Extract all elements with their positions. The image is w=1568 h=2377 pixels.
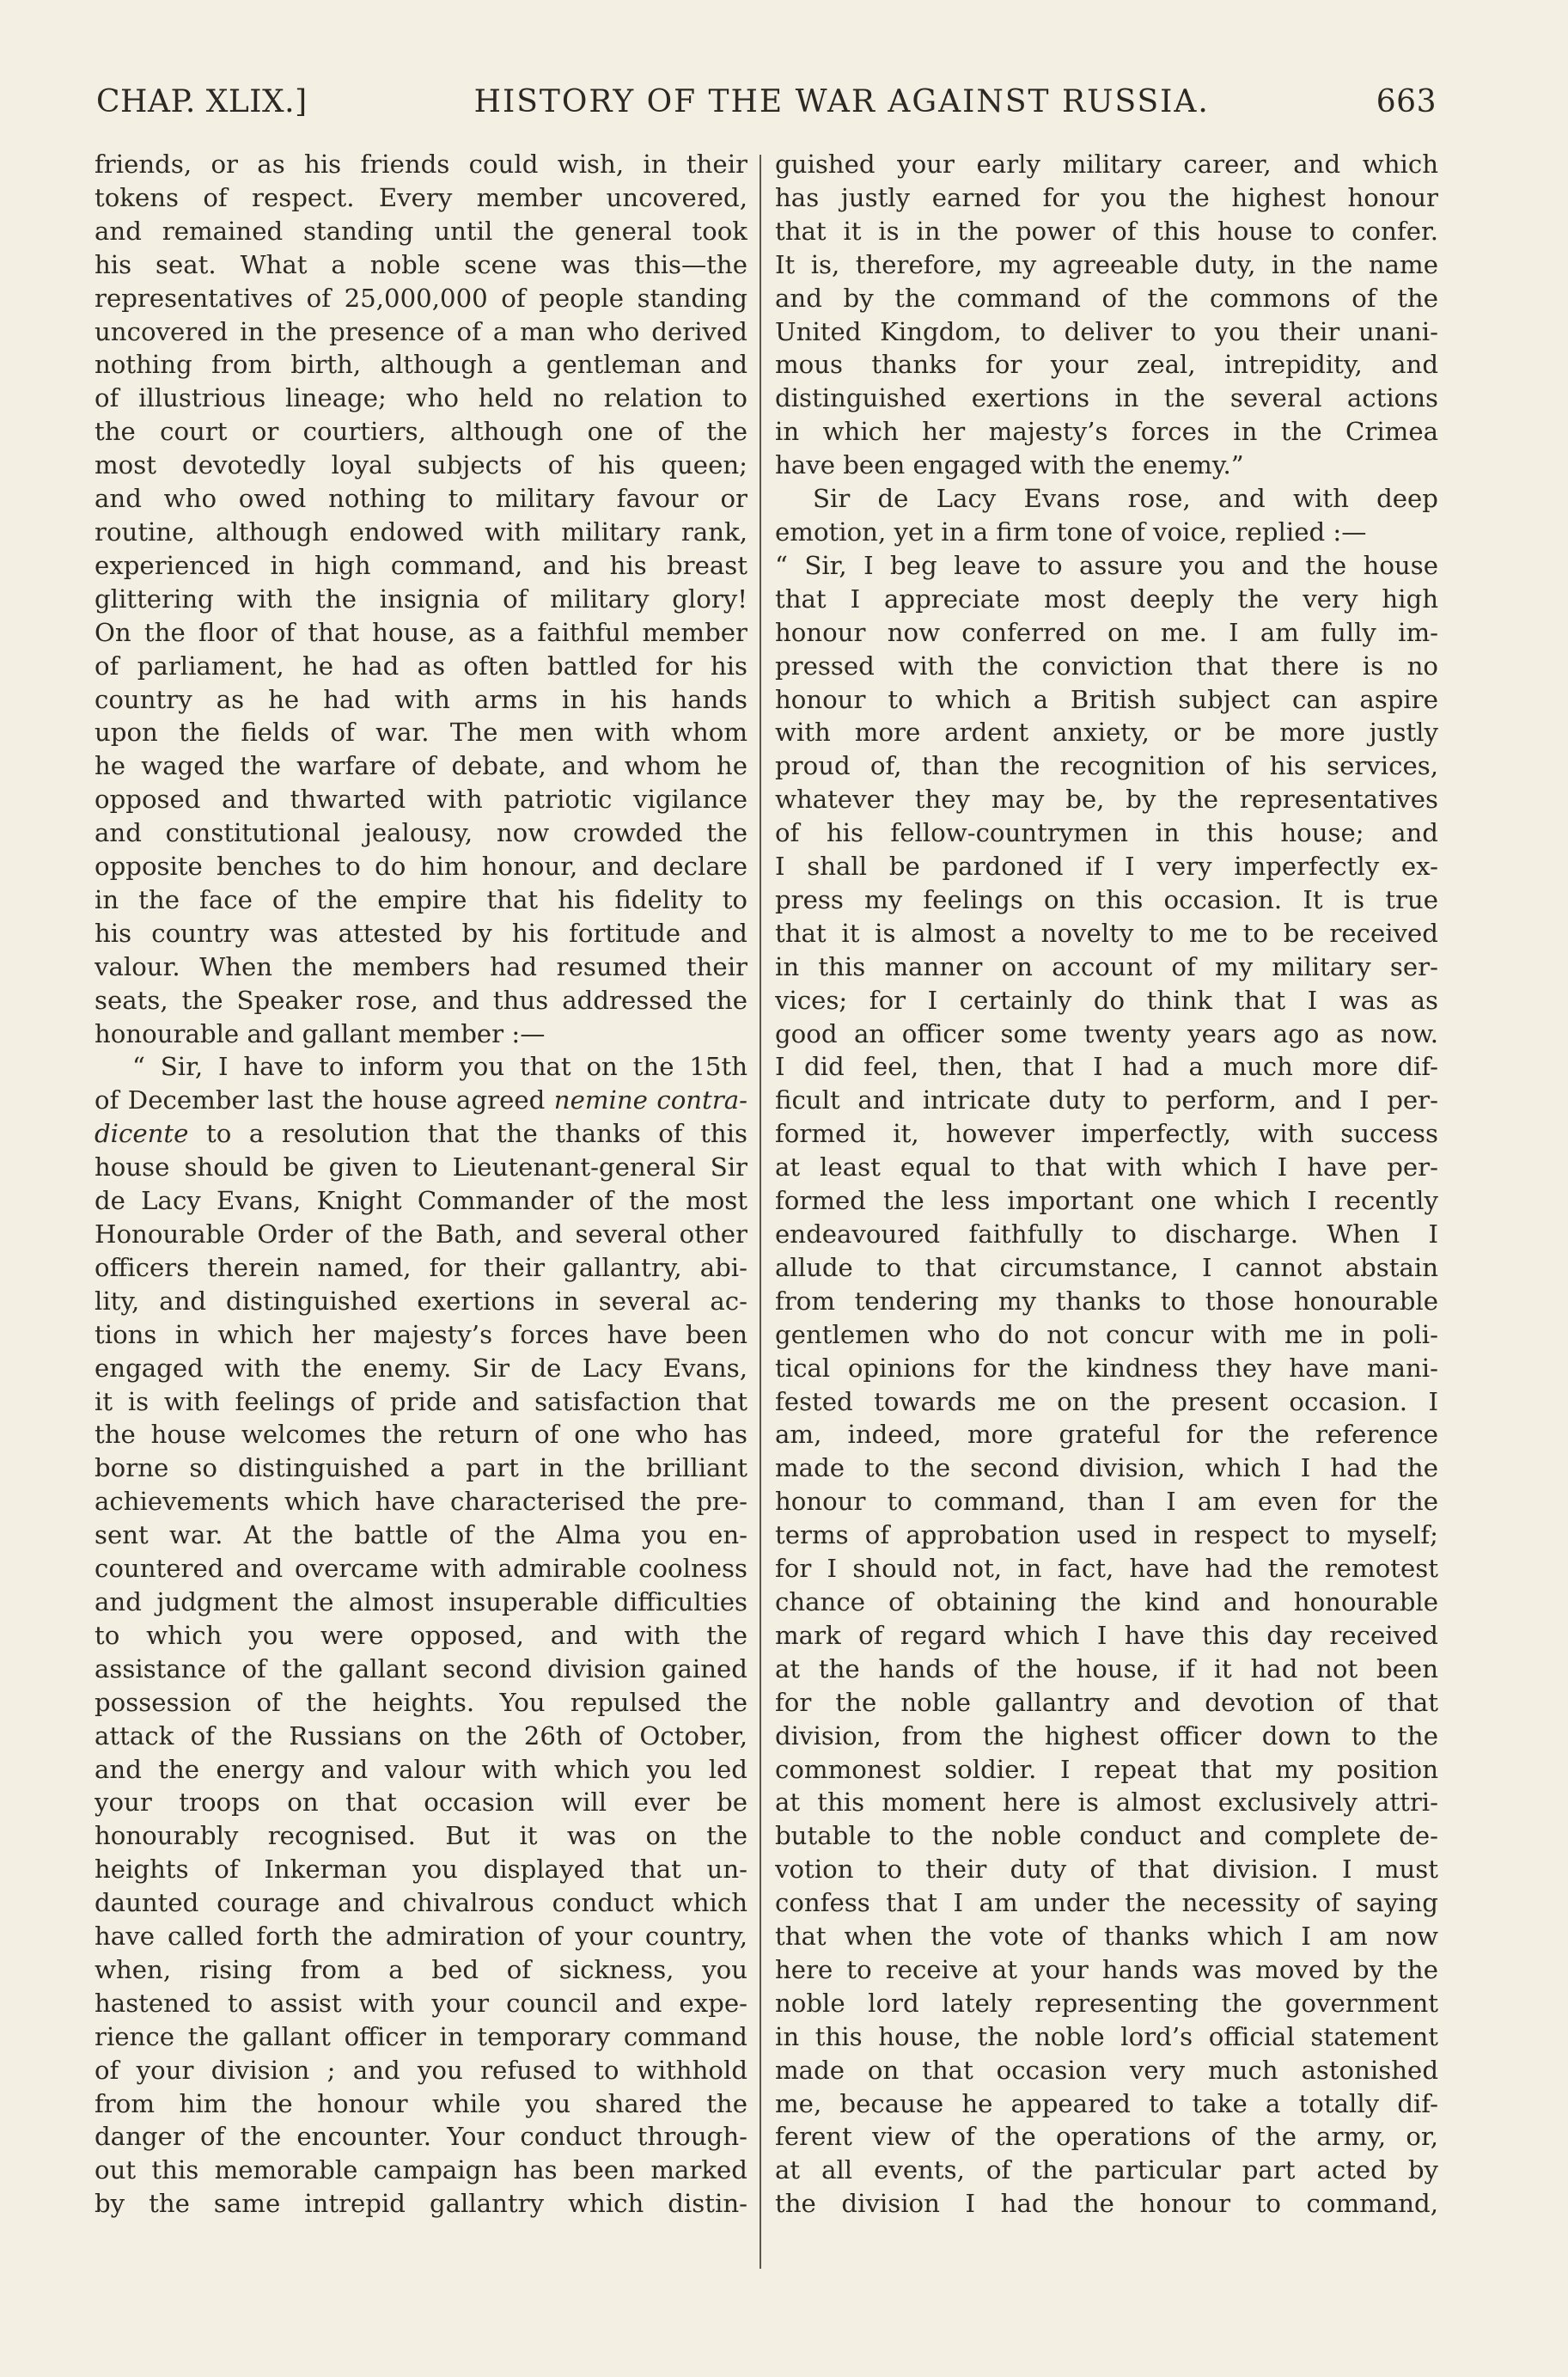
- line-text: hastened to assist with your council and expe-: [95, 1988, 747, 2018]
- text-line: [775, 315, 1438, 349]
- text-line: [95, 1184, 747, 1218]
- line-text: achievements which have characterised the pre-: [95, 1487, 747, 1517]
- line-text: has justly earned for you the highest honour: [775, 182, 1438, 212]
- text-line: [775, 516, 1438, 549]
- line-text: country as he had with arms in his hands: [95, 684, 747, 714]
- text-line: [775, 1050, 1438, 1084]
- text-line: [95, 917, 747, 950]
- line-text: that when the vote of thanks which I am now: [775, 1922, 1438, 1952]
- line-text: the court or courtiers, although one of the: [95, 417, 747, 447]
- line-text: daunted courage and chivalrous conduct which: [95, 1888, 747, 1918]
- text-line: [95, 1084, 747, 1117]
- text-line: [95, 1720, 747, 1753]
- text-line: [775, 482, 1438, 516]
- line-text: have called forth the admiration of your country,: [95, 1922, 747, 1952]
- text-line: [95, 1518, 747, 1552]
- line-text: whatever they may be, by the representatives: [775, 785, 1438, 815]
- line-text: sent war. At the battle of the Alma you en-: [95, 1520, 747, 1550]
- text-line: [95, 783, 747, 816]
- line-text: ficult and intricate duty to perform, and I per-: [775, 1085, 1438, 1115]
- line-text: United Kingdom, to deliver to you their unani-: [775, 316, 1438, 346]
- text-line: [95, 382, 747, 415]
- text-line: [775, 1151, 1438, 1184]
- line-text: and judgment the almost insuperable difficulties: [95, 1586, 747, 1616]
- text-line: [95, 1050, 747, 1084]
- line-text: to which you were opposed, and with the: [95, 1620, 747, 1650]
- line-text: of his fellow-countrymen in this house; and: [775, 818, 1438, 848]
- text-line: [95, 650, 747, 683]
- line-text: to a resolution that the thanks of this: [188, 1119, 747, 1149]
- text-line: [775, 2087, 1438, 2121]
- line-text: emotion, yet in a firm tone of voice, replied :—: [775, 516, 1367, 547]
- line-text: in the face of the empire that his fidelity to: [95, 884, 747, 914]
- line-text: made on that occasion very much astonished: [775, 2055, 1438, 2085]
- line-text: and constitutional jealousy, now crowded the: [95, 818, 747, 848]
- line-text: good an officer some twenty years ago as now.: [775, 1018, 1438, 1048]
- line-text: It is, therefore, my agreeable duty, in the name: [775, 249, 1438, 279]
- line-text: fested towards me on the present occasion. I: [775, 1386, 1438, 1416]
- text-line: [775, 749, 1438, 783]
- text-line: [775, 1117, 1438, 1151]
- line-text: by the same intrepid gallantry which distin-: [95, 2189, 747, 2219]
- line-text: honourably recognised. But it was on the: [95, 1821, 747, 1851]
- line-text: officers therein named, for their gallantry, abi-: [95, 1252, 747, 1282]
- text-line: [775, 1218, 1438, 1251]
- text-line: [95, 1485, 747, 1518]
- text-line: [95, 1552, 747, 1586]
- line-text: ferent view of the operations of the army, or,: [775, 2122, 1438, 2152]
- text-line: [95, 2087, 747, 2121]
- line-text: in which her majesty’s forces in the Crimea: [775, 417, 1438, 447]
- line-text: that I appreciate most deeply the very high: [775, 584, 1438, 614]
- running-title: HISTORY OF THE WAR AGAINST RUSSIA.: [473, 84, 1210, 119]
- text-line: [775, 2020, 1438, 2054]
- italic-phrase: nemine contra-: [553, 1085, 747, 1115]
- text-line: [95, 1418, 747, 1451]
- chapter-label: CHAP. XLIX.]: [96, 84, 308, 119]
- line-text: “ Sir, I have to inform you that on the 15th: [132, 1052, 747, 1082]
- text-line: [775, 883, 1438, 917]
- text-columns: [95, 148, 1439, 2245]
- line-text: from him the honour while you shared the: [95, 2088, 747, 2118]
- text-line: [775, 2120, 1438, 2154]
- text-line: [775, 1853, 1438, 1886]
- text-line: [775, 1418, 1438, 1451]
- text-line: [775, 1184, 1438, 1218]
- line-text: valour. When the members had resumed their: [95, 951, 747, 981]
- text-line: [95, 1786, 747, 1819]
- line-text: at this moment here is almost exclusively attri-: [775, 1787, 1438, 1818]
- line-text: house should be given to Lieutenant-general Sir: [95, 1152, 747, 1182]
- line-text: with more ardent anxiety, or be more justly: [775, 718, 1438, 748]
- text-line: [95, 1619, 747, 1653]
- line-text: formed the less important one which I recently: [775, 1186, 1438, 1216]
- text-line: [95, 1117, 747, 1151]
- line-text: his country was attested by his fortitude and: [95, 918, 747, 948]
- line-text: uncovered in the presence of a man who derived: [95, 316, 747, 346]
- line-text: friends, or as his friends could wish, in their: [95, 150, 747, 179]
- line-text: me, because he appeared to take a totally dif-: [775, 2088, 1438, 2118]
- line-text: assistance of the gallant second division gained: [95, 1653, 747, 1683]
- line-text: seats, the Speaker rose, and thus addressed the: [95, 985, 747, 1015]
- line-text: opposite benches to do him honour, and declare: [95, 852, 747, 882]
- page-number: 663: [1376, 84, 1437, 119]
- text-line: [775, 2154, 1438, 2187]
- line-text: “ Sir, I beg leave to assure you and the house: [775, 550, 1438, 580]
- line-text: votion to their duty of that division. I must: [775, 1855, 1438, 1885]
- line-text: chance of obtaining the kind and honourable: [775, 1586, 1438, 1616]
- line-text: mark of regard which I have this day received: [775, 1620, 1438, 1650]
- line-text: from tendering my thanks to those honourable: [775, 1286, 1438, 1316]
- line-text: noble lord lately representing the government: [775, 1988, 1438, 2018]
- text-line: [95, 482, 747, 516]
- line-text: when, rising from a bed of sickness, you: [95, 1954, 747, 1984]
- text-line: [775, 148, 1438, 181]
- line-text: of parliament, he had as often battled for his: [95, 651, 747, 681]
- line-text: your troops on that occasion will ever be: [95, 1787, 747, 1818]
- text-line: [775, 1485, 1438, 1518]
- line-text: Sir de Lacy Evans rose, and with deep: [813, 484, 1438, 514]
- line-text: the division I had the honour to command,: [775, 2189, 1438, 2219]
- text-line: [775, 1653, 1438, 1686]
- line-text: borne so distinguished a part in the brilliant: [95, 1453, 747, 1483]
- right-column: [775, 148, 1438, 2221]
- line-text: possession of the heights. You repulsed the: [95, 1687, 747, 1717]
- text-line: [775, 1084, 1438, 1117]
- text-line: [775, 1720, 1438, 1753]
- text-line: [95, 2187, 747, 2221]
- line-text: nothing from birth, although a gentleman and: [95, 350, 747, 380]
- line-text: out this memorable campaign has been marked: [95, 2155, 747, 2185]
- line-text: am, indeed, more grateful for the reference: [775, 1420, 1438, 1450]
- line-text: honour to which a British subject can aspire: [775, 684, 1438, 714]
- line-text: tokens of respect. Every member uncovered,: [95, 182, 747, 212]
- text-line: [95, 1151, 747, 1184]
- line-text: Honourable Order of the Bath, and several other: [95, 1219, 747, 1249]
- line-text: gentlemen who do not concur with me in poli-: [775, 1319, 1438, 1349]
- text-line: [775, 248, 1438, 282]
- text-line: [95, 950, 747, 984]
- text-line: [775, 1953, 1438, 1987]
- text-line: [95, 1953, 747, 1987]
- line-text: mous thanks for your zeal, intrepidity, and: [775, 350, 1438, 380]
- text-line: [775, 816, 1438, 850]
- line-text: and who owed nothing to military favour or: [95, 484, 747, 514]
- text-line: [775, 616, 1438, 650]
- text-line: [95, 883, 747, 917]
- text-line: [775, 2054, 1438, 2087]
- line-text: in this manner on account of my military ser-: [775, 951, 1438, 981]
- line-text: upon the fields of war. The men with whom: [95, 718, 747, 748]
- text-line: [95, 1318, 747, 1352]
- line-text: endeavoured faithfully to discharge. When I: [775, 1219, 1438, 1249]
- text-line: [95, 1385, 747, 1419]
- text-line: [775, 1251, 1438, 1285]
- line-text: and the energy and valour with which you led: [95, 1754, 747, 1784]
- column-rule: [760, 155, 761, 2269]
- text-line: [95, 2020, 747, 2054]
- text-line: [775, 181, 1438, 215]
- text-line: [95, 1853, 747, 1886]
- text-line: [95, 1819, 747, 1853]
- text-line: [95, 549, 747, 583]
- text-line: [95, 2154, 747, 2187]
- line-text: distinguished exertions in the several actions: [775, 383, 1438, 413]
- text-line: [775, 1385, 1438, 1419]
- text-line: [95, 1987, 747, 2020]
- line-text: his seat. What a noble scene was this—the: [95, 249, 747, 279]
- text-line: [95, 282, 747, 315]
- line-text: of December last the house agreed: [95, 1085, 546, 1115]
- line-text: at the hands of the house, if it had not been: [775, 1653, 1438, 1683]
- text-line: [775, 1552, 1438, 1586]
- text-line: [775, 1753, 1438, 1787]
- text-line: [95, 984, 747, 1017]
- text-line: [95, 215, 747, 248]
- text-line: [95, 2120, 747, 2154]
- text-line: [775, 950, 1438, 984]
- text-line: [775, 1619, 1438, 1653]
- line-text: confess that I am under the necessity of saying: [775, 1888, 1438, 1918]
- line-text: terms of approbation used in respect to myself;: [775, 1520, 1438, 1550]
- line-text: vices; for I certainly do think that I was as: [775, 985, 1438, 1015]
- line-text: butable to the noble conduct and complete de-: [775, 1821, 1438, 1851]
- line-text: guished your early military career, and which: [775, 150, 1438, 179]
- text-line: [95, 1251, 747, 1285]
- text-line: [775, 716, 1438, 749]
- text-line: [95, 1686, 747, 1720]
- text-line: [95, 716, 747, 749]
- text-line: [775, 1819, 1438, 1853]
- line-text: pressed with the conviction that there is no: [775, 651, 1438, 681]
- line-text: I shall be pardoned if I very imperfectly ex-: [775, 852, 1438, 882]
- text-line: [95, 683, 747, 717]
- line-text: countered and overcame with admirable coolness: [95, 1554, 747, 1584]
- line-text: routine, although endowed with military rank,: [95, 516, 747, 547]
- text-line: [95, 516, 747, 549]
- text-line: [95, 248, 747, 282]
- text-line: [95, 749, 747, 783]
- line-text: commonest soldier. I repeat that my position: [775, 1754, 1438, 1784]
- text-line: [775, 2187, 1438, 2221]
- page-header: [96, 84, 1437, 136]
- text-line: [95, 2054, 747, 2087]
- text-line: [775, 1786, 1438, 1819]
- text-line: [95, 850, 747, 883]
- text-line: [775, 783, 1438, 816]
- line-text: opposed and thwarted with patriotic vigilance: [95, 785, 747, 815]
- line-text: de Lacy Evans, Knight Commander of the most: [95, 1186, 747, 1216]
- text-line: [775, 1886, 1438, 1920]
- text-line: [775, 415, 1438, 449]
- line-text: have been engaged with the enemy.”: [775, 450, 1244, 480]
- text-line: [95, 1753, 747, 1787]
- text-line: [95, 1352, 747, 1385]
- text-line: [775, 1518, 1438, 1552]
- line-text: I did feel, then, that I had a much more dif-: [775, 1052, 1438, 1082]
- text-line: [775, 583, 1438, 616]
- text-line: [775, 348, 1438, 382]
- italic-phrase: dicente: [95, 1119, 189, 1149]
- text-line: [775, 215, 1438, 248]
- text-line: [95, 616, 747, 650]
- line-text: tions in which her majesty’s forces have been: [95, 1319, 747, 1349]
- text-line: [775, 650, 1438, 683]
- text-line: [775, 917, 1438, 950]
- text-line: [775, 282, 1438, 315]
- line-text: of your division ; and you refused to withhold: [95, 2055, 747, 2085]
- text-line: [95, 1886, 747, 1920]
- text-line: [95, 583, 747, 616]
- line-text: proud of, than the recognition of his services,: [775, 751, 1438, 781]
- line-text: for the noble gallantry and devotion of that: [775, 1687, 1438, 1717]
- line-text: danger of the encounter. Your conduct through-: [95, 2122, 747, 2152]
- text-line: [95, 449, 747, 482]
- line-text: made to the second division, which I had the: [775, 1453, 1438, 1483]
- text-line: [775, 382, 1438, 415]
- text-line: [95, 1653, 747, 1686]
- line-text: attack of the Russians on the 26th of October,: [95, 1720, 747, 1751]
- line-text: experienced in high command, and his breast: [95, 550, 747, 580]
- line-text: of illustrious lineage; who held no relation to: [95, 383, 747, 413]
- line-text: honour now conferred on me. I am fully im-: [775, 617, 1438, 647]
- line-text: rience the gallant officer in temporary command: [95, 2021, 747, 2051]
- text-line: [775, 1285, 1438, 1318]
- left-column: [95, 148, 747, 2221]
- line-text: lity, and distinguished exertions in several ac-: [95, 1286, 747, 1316]
- text-line: [775, 1920, 1438, 1953]
- text-line: [775, 1352, 1438, 1385]
- text-line: [95, 148, 747, 181]
- line-text: at least equal to that with which I have per-: [775, 1152, 1438, 1182]
- line-text: for I should not, in fact, have had the remotest: [775, 1554, 1438, 1584]
- line-text: honour to command, than I am even for the: [775, 1487, 1438, 1517]
- text-line: [775, 1451, 1438, 1485]
- line-text: press my feelings on this occasion. It is true: [775, 884, 1438, 914]
- text-line: [95, 1218, 747, 1251]
- text-line: [95, 348, 747, 382]
- text-line: [775, 850, 1438, 883]
- text-line: [95, 1285, 747, 1318]
- text-line: [95, 415, 747, 449]
- text-line: [95, 816, 747, 850]
- line-text: and by the command of the commons of the: [775, 283, 1438, 313]
- text-line: [775, 449, 1438, 482]
- line-text: heights of Inkerman you displayed that un-: [95, 1855, 747, 1885]
- line-text: tical opinions for the kindness they have mani-: [775, 1353, 1438, 1383]
- line-text: that it is in the power of this house to confer.: [775, 216, 1438, 246]
- line-text: formed it, however imperfectly, with success: [775, 1119, 1438, 1149]
- line-text: allude to that circumstance, I cannot abstain: [775, 1252, 1438, 1282]
- text-line: [95, 181, 747, 215]
- line-text: and remained standing until the general took: [95, 216, 747, 246]
- line-text: that it is almost a novelty to me to be received: [775, 918, 1438, 948]
- text-line: [95, 1451, 747, 1485]
- text-line: [775, 549, 1438, 583]
- text-line: [775, 984, 1438, 1017]
- text-line: [775, 683, 1438, 717]
- line-text: honourable and gallant member :—: [95, 1018, 546, 1048]
- line-text: he waged the warfare of debate, and whom he: [95, 751, 747, 781]
- text-line: [95, 1017, 747, 1051]
- text-line: [775, 1686, 1438, 1720]
- text-line: [95, 1586, 747, 1619]
- line-text: glittering with the insignia of military glory!: [95, 584, 747, 614]
- text-line: [95, 1920, 747, 1953]
- text-line: [95, 315, 747, 349]
- text-line: [775, 1318, 1438, 1352]
- text-line: [775, 1017, 1438, 1051]
- line-text: division, from the highest officer down to the: [775, 1720, 1438, 1751]
- text-line: [775, 1586, 1438, 1619]
- text-line: [775, 1987, 1438, 2020]
- line-text: most devotedly loyal subjects of his queen;: [95, 450, 747, 480]
- line-text: at all events, of the particular part acted by: [775, 2155, 1438, 2185]
- line-text: representatives of 25,000,000 of people standing: [95, 283, 747, 313]
- line-text: here to receive at your hands was moved by the: [775, 1954, 1438, 1984]
- line-text: in this house, the noble lord’s official statement: [775, 2021, 1438, 2051]
- line-text: the house welcomes the return of one who has: [95, 1420, 747, 1450]
- line-text: engaged with the enemy. Sir de Lacy Evans,: [95, 1353, 747, 1383]
- line-text: On the floor of that house, as a faithful member: [95, 617, 747, 647]
- line-text: it is with feelings of pride and satisfaction that: [95, 1386, 747, 1416]
